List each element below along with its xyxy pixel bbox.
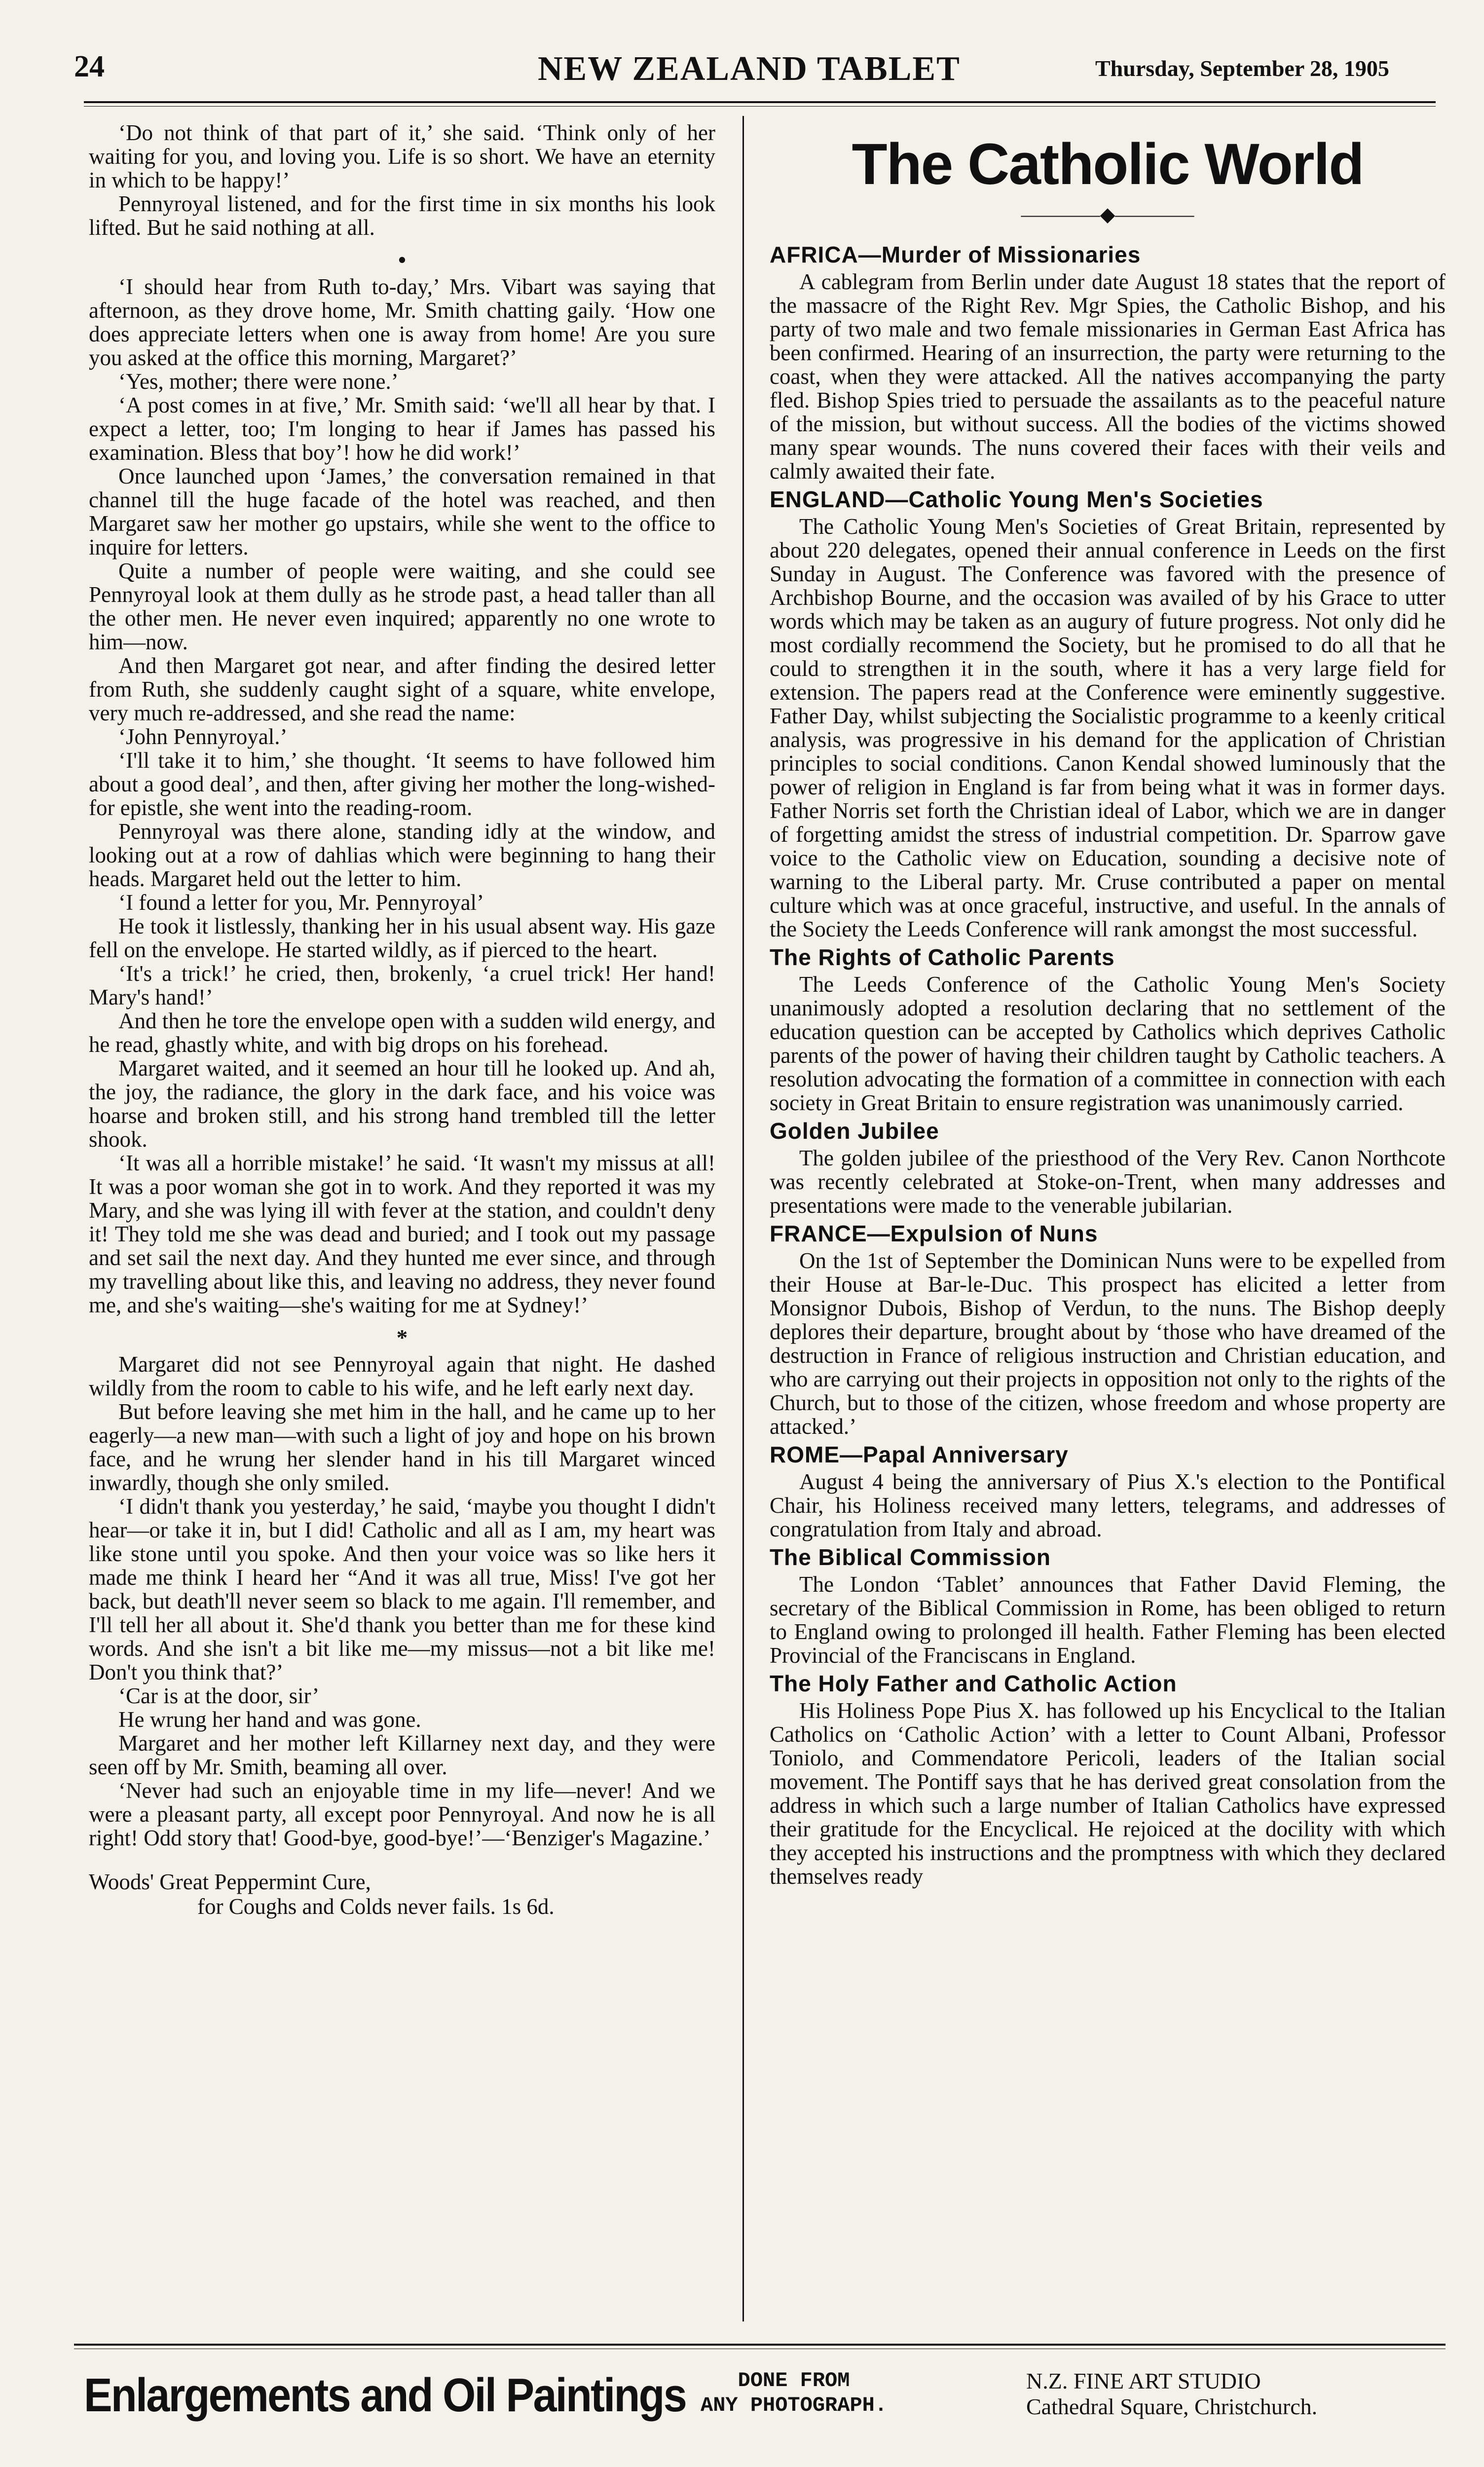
studio-location: Cathedral Square, Christchurch. <box>1026 2394 1318 2419</box>
story-paragraph: ‘John Pennyroyal.’ <box>118 724 288 749</box>
section-heading: Golden Jubilee <box>770 1118 939 1144</box>
right-column <box>770 121 1446 1888</box>
column-divider <box>742 116 744 2321</box>
news-sections <box>770 241 1446 1888</box>
story-paragraph: ‘I'll take it to him,’ she thought. ‘It seems to have followed him about a good deal’, and then, after giving her mother the long-wished-for epistle, she went into the reading-room. <box>89 748 715 820</box>
section-break-dot: • <box>398 248 406 272</box>
peppermint-cure-ad <box>89 1869 715 1919</box>
section-paragraph: The Catholic Young Men's Societies of Great Britain, represented by about 220 delegates, opened their annual conference in Leeds on the first Sunday in August. The Conference was favored with the presence of Archbishop Bourne, and the occasion was availed of by his Grace to utter words which may be taken as an augury of future progress. Not only did he most cordially recommend the Society, but he promised to do all that he could to strengthen it in the south, where it has a very large field for extension. The papers read at the Conference were eminently suggestive. Father Day, whilst subjecting the Socialistic programme to a keenly critical analysis, was progressive in his demand for the application of Christian principles to social conditions. Canon Kendal showed luminously that the power of religion in England is far from being what it was in former days. Father Norris set forth the Christian ideal of Labor, which we are in danger of forgetting amidst the stress of industrial competition. Dr. Sparrow gave voice to the Catholic view on Education, sounding a decisive note of warning to the Liberal party. Mr. Cruse contributed a paper on mental culture which was at once graceful, instructive, and useful. In the annals of the Society the Leeds Conference will rank amongst the most successful. <box>770 514 1446 941</box>
page-header <box>74 49 1436 104</box>
title-ornament: ————◆———— <box>1021 203 1194 225</box>
news-section <box>770 1118 1446 1217</box>
done-from-photograph <box>701 2368 887 2418</box>
story-part-a <box>89 121 715 239</box>
section-paragraph: August 4 being the anniversary of Pius X.'s election to the Pontifical Chair, his Holiness received many letters, telegrams, and addresses of congratulation from Italy and abroad. <box>770 1469 1446 1541</box>
section-paragraph: The Leeds Conference of the Catholic Young Men's Society unanimously adopted a resolution declaring that no settlement of the education question can be accepted by Catholics which deprives Catholic parents of the power of having their children taught by Catholic teachers. A resolution advocating the formation of a committee in connection with each society in Great Britain to ensure registration was unanimously carried. <box>770 972 1446 1115</box>
section-paragraph: On the 1st of September the Dominican Nuns were to be expelled from their House at Bar-le-Duc. This prospect has elicited a letter from Monsignor Dubois, Bishop of Verdun, to the nuns. The Bishop deeply deplores their departure, brought about by ‘those who have dreamed of the destruction in France of religious instruction and Christian education, and who are carrying out their projects in opposition not only to the rights of the Church, but to those of the citizen, whose freedom and whose property are attacked.’ <box>770 1248 1446 1439</box>
section-paragraph: The London ‘Tablet’ announces that Father David Fleming, the secretary of the Biblical Commission in Rome, has been obliged to return to England owing to prolonged ill health. Father Fleming has been elected Provincial of the Franciscans in England. <box>770 1572 1446 1668</box>
story-paragraph: ‘I didn't thank you yesterday,’ he said, ‘maybe you thought I didn't hear—or take it in, but I did! Catholic and all as I am, my heart was like stone until you spoke. And then your voice was so like hers it made me think I heard her “And it was all true, Miss! I've got her back, but death'll never seem so black to me again. I'll remember, and I'll tell her all about it. She'd thank you better than me for these kind words. And she isn't a bit like me—my missus—not a bit like me! Don't you think that?’ <box>89 1494 715 1684</box>
header-rule <box>84 101 1436 103</box>
section-heading: AFRICA—Murder of Missionaries <box>770 242 1141 267</box>
news-section <box>770 1441 1446 1541</box>
news-section <box>770 1544 1446 1667</box>
story-paragraph: Pennyroyal was there alone, standing idly at the window, and looking out at a row of dahlias which were beginning to hang their heads. Margaret held out the letter to him. <box>89 819 715 891</box>
news-section <box>770 1670 1446 1888</box>
section-heading: FRANCE—Expulsion of Nuns <box>770 1221 1098 1246</box>
catholic-world-title: The Catholic World <box>852 132 1364 197</box>
enlargements-ad-headline: Enlargements and Oil Paintings <box>84 2369 686 2422</box>
footer-rule <box>74 2344 1446 2346</box>
story-paragraph: Margaret and her mother left Killarney next day, and they were seen off by Mr. Smith, beaming all over. <box>89 1731 715 1779</box>
any-photograph-line: ANY PHOTOGRAPH. <box>701 2393 888 2417</box>
story-paragraph: Margaret waited, and it seemed an hour till he looked up. And ah, the joy, the radiance, the glory in the dark face, and his voice was hoarse and broken still, and his strong hand trembled till the letter shook. <box>89 1056 715 1152</box>
section-heading: ENGLAND—Catholic Young Men's Societies <box>770 486 1263 512</box>
story-paragraph: And then Margaret got near, and after finding the desired letter from Ruth, she suddenly caught sight of a square, white envelope, very much re-addressed, and she read the name: <box>89 653 715 725</box>
story-paragraph: Pennyroyal listened, and for the first time in six months his look lifted. But he said nothing at all. <box>89 191 715 240</box>
story-paragraph: ‘Never had such an enjoyable time in my life—never! And we were a pleasant party, all except poor Pennyroyal. And now he is all right! Odd story that! Good-bye, good-bye!’—‘Benziger's Magazine.’ <box>89 1778 715 1850</box>
news-section <box>770 1220 1446 1438</box>
section-paragraph: His Holiness Pope Pius X. has followed up his Encyclical to the Italian Catholics on ‘Catholic Action’ with a letter to Count Albani, Professor Toniolo, and Commendatore Pericoli, leaders of the Italian social movement. The Pontiff says that he has derived great consolation from the address in which such a large number of Italian Catholics have expressed their gratitude for the Encyclical. He rejoiced at the docility with which they accepted his instructions and the promptness with which they declared themselves ready <box>770 1698 1446 1889</box>
news-section <box>770 944 1446 1115</box>
ad-line-1: Woods' Great Peppermint Cure, <box>89 1869 371 1894</box>
section-paragraph: The golden jubilee of the priesthood of the Very Rev. Canon Northcote was recently celebrated at Stoke-on-Trent, when many addresses and presentations were made to the venerable jubilarian. <box>770 1146 1446 1218</box>
section-heading: The Rights of Catholic Parents <box>770 944 1115 970</box>
section-heading: The Biblical Commission <box>770 1544 1051 1570</box>
story-paragraph: ‘Car is at the door, sir’ <box>118 1683 320 1708</box>
studio-name: N.Z. FINE ART STUDIO <box>1026 2368 1261 2393</box>
section-break-star: * <box>396 1325 408 1350</box>
section-heading: The Holy Father and Catholic Action <box>770 1671 1177 1696</box>
left-column <box>89 121 715 1919</box>
story-paragraph: Margaret did not see Pennyroyal again that night. He dashed wildly from the room to cable to his wife, and he left early next day. <box>89 1352 715 1400</box>
news-section <box>770 241 1446 483</box>
story-paragraph: ‘It was all a horrible mistake!’ he said. ‘It wasn't my missus at all! It was a poor woman she got in to work. And they reported it was my Mary, and she was lying ill with fever at the station, and couldn't deny it! They told me she was dead and buried; and I took out my passage and set sail the next day. And they hunted me ever since, and through my travelling about like this, and leaving no address, they never found me, and she's waiting—she's waiting for me at Sydney!’ <box>89 1151 715 1317</box>
story-paragraph: Once launched upon ‘James,’ the conversation remained in that channel till the huge facade of the hotel was reached, and then Margaret saw her mother go upstairs, while she went to the office to inquire for letters. <box>89 464 715 560</box>
story-paragraph: Quite a number of people were waiting, and she could see Pennyroyal look at them dully as he strode past, a head taller than all the other men. He never even inquired; apparently no one wrote to him—now. <box>89 559 715 654</box>
news-section <box>770 486 1446 941</box>
story-paragraph: ‘Yes, mother; there were none.’ <box>118 369 399 394</box>
studio-address <box>1026 2368 1317 2420</box>
issue-date: Thursday, September 28, 1905 <box>1095 56 1389 81</box>
story-paragraph: He took it listlessly, thanking her in his usual absent way. His gaze fell on the envelope. He started wildly, as if pierced to the heart. <box>89 914 715 962</box>
section-paragraph: A cablegram from Berlin under date August 18 states that the report of the massacre of the Right Rev. Mgr Spies, the Catholic Bishop, and his party of two male and two female missionaries in German East Africa has been confirmed. Hearing of an insurrection, the party were returning to the coast, when they were attacked. All the natives accompanying the party fled. Bishop Spies tried to persuade the assailants as to the peaceful nature of the mission, but without success. All the bodies of the victims showed many spear wounds. The nuns covered their faces with their veils and calmly awaited their fate. <box>770 269 1446 484</box>
story-paragraph: ‘Do not think of that part of it,’ she said. ‘Think only of her waiting for you, and loving you. Life is so short. We have an eternity in which to be happy!’ <box>89 120 715 192</box>
section-heading: ROME—Papal Anniversary <box>770 1442 1069 1467</box>
story-paragraph: But before leaving she met him in the hall, and he came up to her eagerly—a new man—with such a light of joy and hope on his brown face, and he wrung her slender hand in his till Margaret winced inwardly, though she only smiled. <box>89 1399 715 1495</box>
story-part-b <box>89 275 715 1317</box>
done-from-line: DONE FROM <box>738 2369 850 2392</box>
story-part-c <box>89 1352 715 1850</box>
masthead-title: NEW ZEALAND TABLET <box>538 50 961 88</box>
story-paragraph: ‘A post comes in at five,’ Mr. Smith said: ‘we'll all hear by that. I expect a letter, too; I'm longing to hear if James has passed his examination. Bless that boy’! how he did work!’ <box>89 393 715 465</box>
story-paragraph: He wrung her hand and was gone. <box>118 1707 421 1732</box>
story-paragraph: ‘I should hear from Ruth to-day,’ Mrs. Vibart was saying that afternoon, as they drove home, Mr. Smith chatting gaily. ‘How one does appreciate letters when one is away from home! Are you sure you asked at the office this morning, Margaret?’ <box>89 274 715 370</box>
page-number: 24 <box>74 50 105 83</box>
story-paragraph: ‘It's a trick!’ he cried, then, brokenly, ‘a cruel trick! Her hand! Mary's hand!’ <box>89 961 715 1009</box>
header-rule-thin <box>84 106 1436 107</box>
story-paragraph: And then he tore the envelope open with a sudden wild energy, and he read, ghastly white, and with big drops on his forehead. <box>89 1009 715 1057</box>
ad-line-2: for Coughs and Colds never fails. 1s 6d. <box>197 1894 555 1919</box>
story-paragraph: ‘I found a letter for you, Mr. Pennyroyal’ <box>118 890 484 915</box>
